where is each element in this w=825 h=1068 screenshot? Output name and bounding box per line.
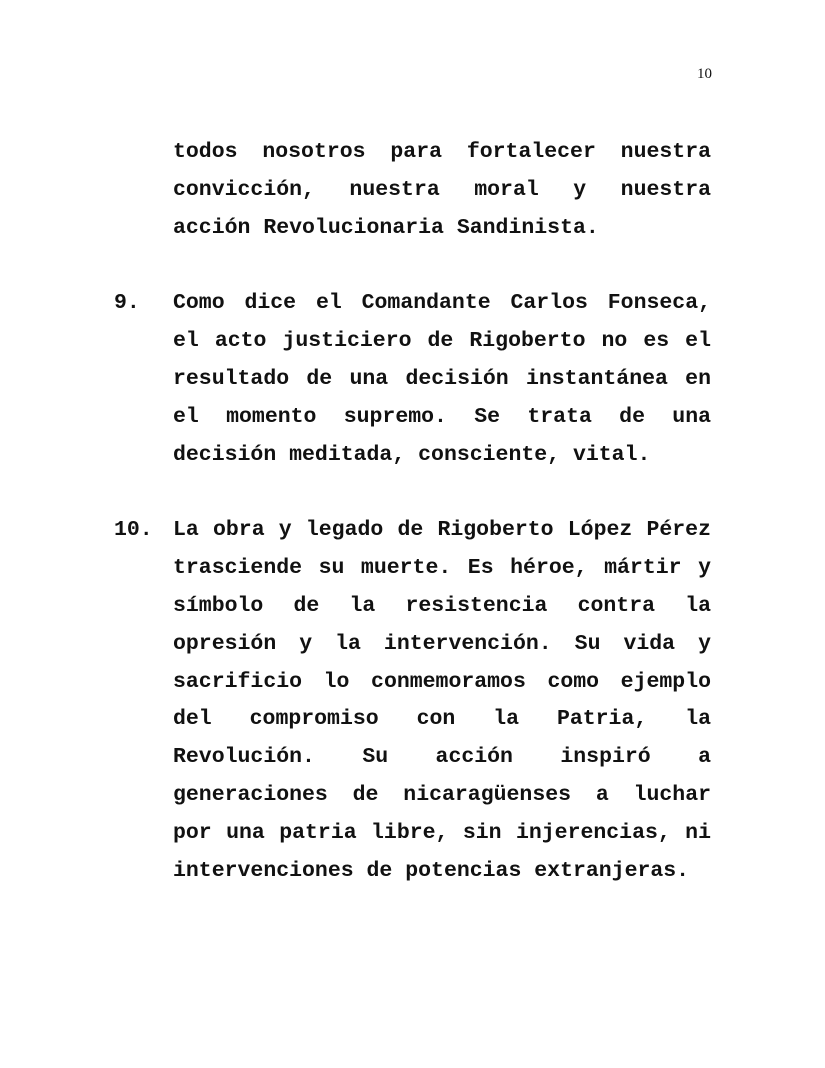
page-number: 10 — [697, 66, 712, 82]
paragraph-text: todos nosotros para fortalecer nuestra convicción, nuestra moral y nuestra acción Revolucionaria Sandinista. — [173, 140, 711, 240]
document-body — [0, 134, 825, 928]
paragraph-text: Como dice el Comandante Carlos Fonseca, el acto justiciero de Rigoberto no es el resultado de una decisión instantánea en el momento supremo. Se trata de una decisión meditada, consciente, vital. — [173, 291, 711, 467]
paragraph-continuation — [173, 134, 711, 247]
paragraph-text: La obra y legado de Rigoberto López Pérez trasciende su muerte. Es héroe, mártir y símbolo de la resistencia contra la opresión y la intervención. Su vida y sacrificio lo conmemoramos como ejemplo del compromiso con la Patria, la Revolución. Su acción inspiró a generaciones de nicaragüenses a luchar por una patria libre, sin injerencias, ni intervenciones de potencias extranjeras. — [173, 518, 711, 883]
paragraph-number: 10. — [114, 518, 153, 543]
paragraph-number: 9. — [114, 291, 140, 316]
paragraph-10 — [114, 512, 711, 890]
paragraph-9 — [114, 285, 711, 474]
